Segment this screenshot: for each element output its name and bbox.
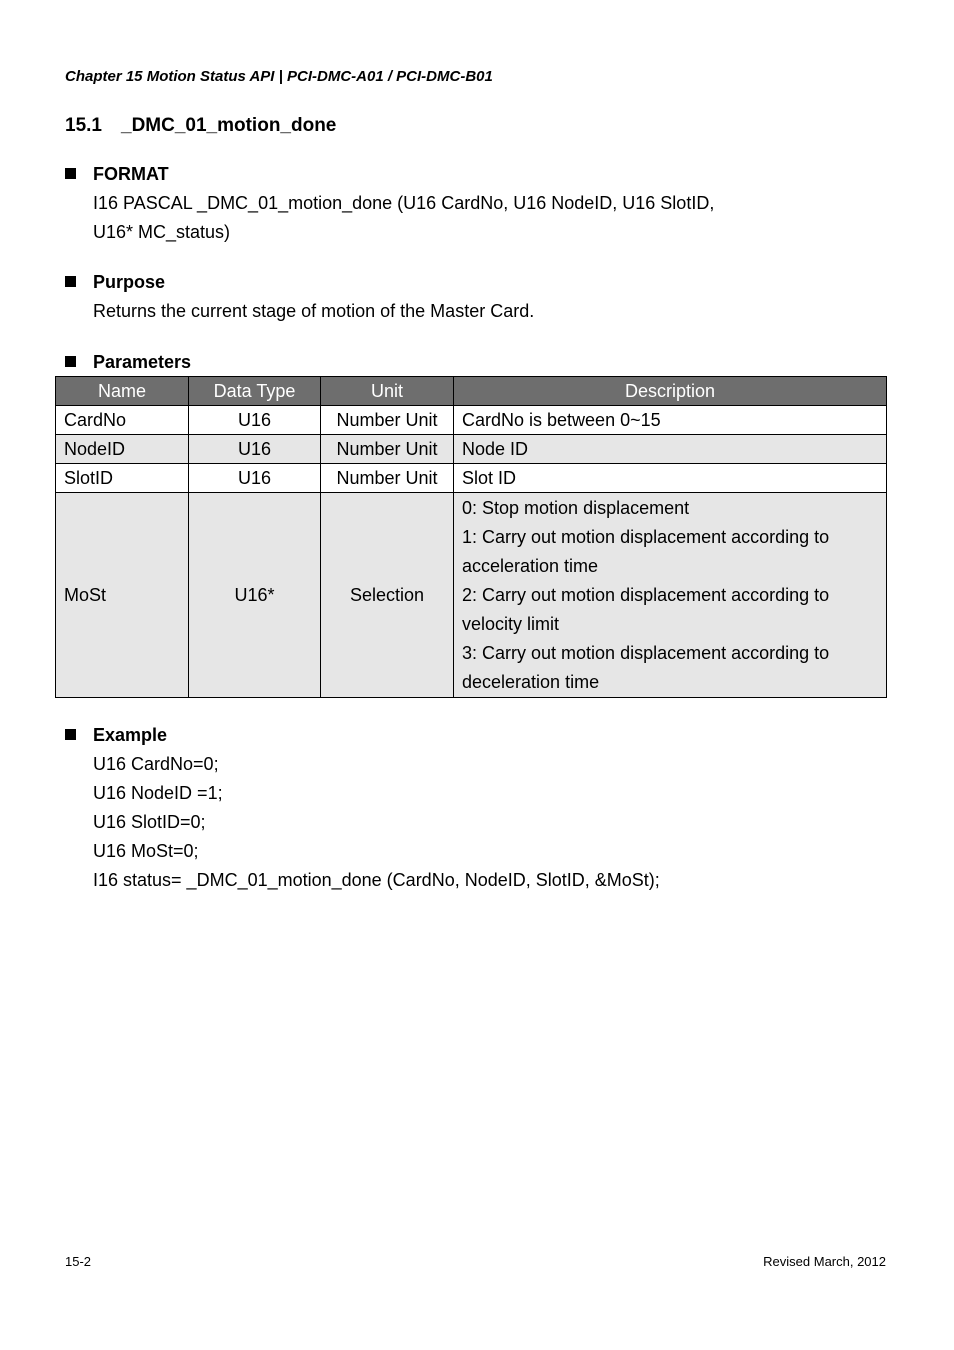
param-name: NodeID [56,435,189,464]
column-header-description: Description [454,377,887,406]
section-title [65,115,336,137]
example-line: U16 SlotID=0; [93,812,206,832]
table-row [56,464,887,493]
square-bullet-icon [65,729,76,740]
page-number: 15-2 [65,1254,92,1269]
param-unit: Number Unit [321,406,454,435]
description-line: acceleration time [462,556,599,576]
param-unit: Number Unit [321,464,454,493]
purpose-heading [65,271,165,293]
parameters-heading [65,351,191,373]
parameters-table [55,376,887,698]
param-name: SlotID [56,464,189,493]
table-row [56,406,887,435]
square-bullet-icon [65,356,76,367]
format-heading [65,163,169,185]
param-description [454,493,887,698]
example-line: I16 status= _DMC_01_motion_done (CardNo, NodeID, SlotID, &MoSt); [93,870,660,890]
param-description: Slot ID [454,464,887,493]
param-unit: Number Unit [321,435,454,464]
description-line: 0: Stop motion displacement [462,498,690,518]
column-header-data-type: Data Type [189,377,321,406]
purpose-heading-label: Purpose [93,272,166,292]
section-name: _DMC_01_motion_done [121,115,337,136]
description-line: velocity limit [462,614,560,634]
param-type: U16* [189,493,321,698]
section-number: 15.1 [65,115,102,136]
description-line: 2: Carry out motion displacement according to [462,585,830,605]
example-line: U16 MoSt=0; [93,841,199,861]
example-line: U16 CardNo=0; [93,754,219,774]
param-type: U16 [189,406,321,435]
square-bullet-icon [65,168,76,179]
purpose-line: Returns the current stage of motion of the Master Card. [93,301,535,321]
param-type: U16 [189,464,321,493]
format-text [93,189,714,247]
revision-date: Revised March, 2012 [763,1254,886,1269]
square-bullet-icon [65,276,76,287]
table-row [56,493,887,698]
param-type: U16 [189,435,321,464]
example-code [93,750,660,895]
column-header-name: Name [56,377,189,406]
example-heading-label: Example [93,725,168,745]
param-unit: Selection [321,493,454,698]
description-line: 1: Carry out motion displacement according to [462,527,830,547]
column-header-unit: Unit [321,377,454,406]
chapter-header: Chapter 15 Motion Status API | PCI-DMC-A01 / PCI-DMC-B01 [65,68,493,85]
param-description: Node ID [454,435,887,464]
param-name: CardNo [56,406,189,435]
format-line: U16* MC_status) [93,222,231,242]
table-header-row [56,377,887,406]
format-heading-label: FORMAT [93,164,169,184]
parameters-heading-label: Parameters [93,352,192,372]
param-name: MoSt [56,493,189,698]
example-line: U16 NodeID =1; [93,783,223,803]
description-line: deceleration time [462,672,600,692]
param-description: CardNo is between 0~15 [454,406,887,435]
table-row [56,435,887,464]
purpose-text [93,297,534,326]
format-line: I16 PASCAL _DMC_01_motion_done (U16 CardNo, U16 NodeID, U16 SlotID, [93,193,715,213]
description-line: 3: Carry out motion displacement according to [462,643,830,663]
example-heading [65,724,167,746]
